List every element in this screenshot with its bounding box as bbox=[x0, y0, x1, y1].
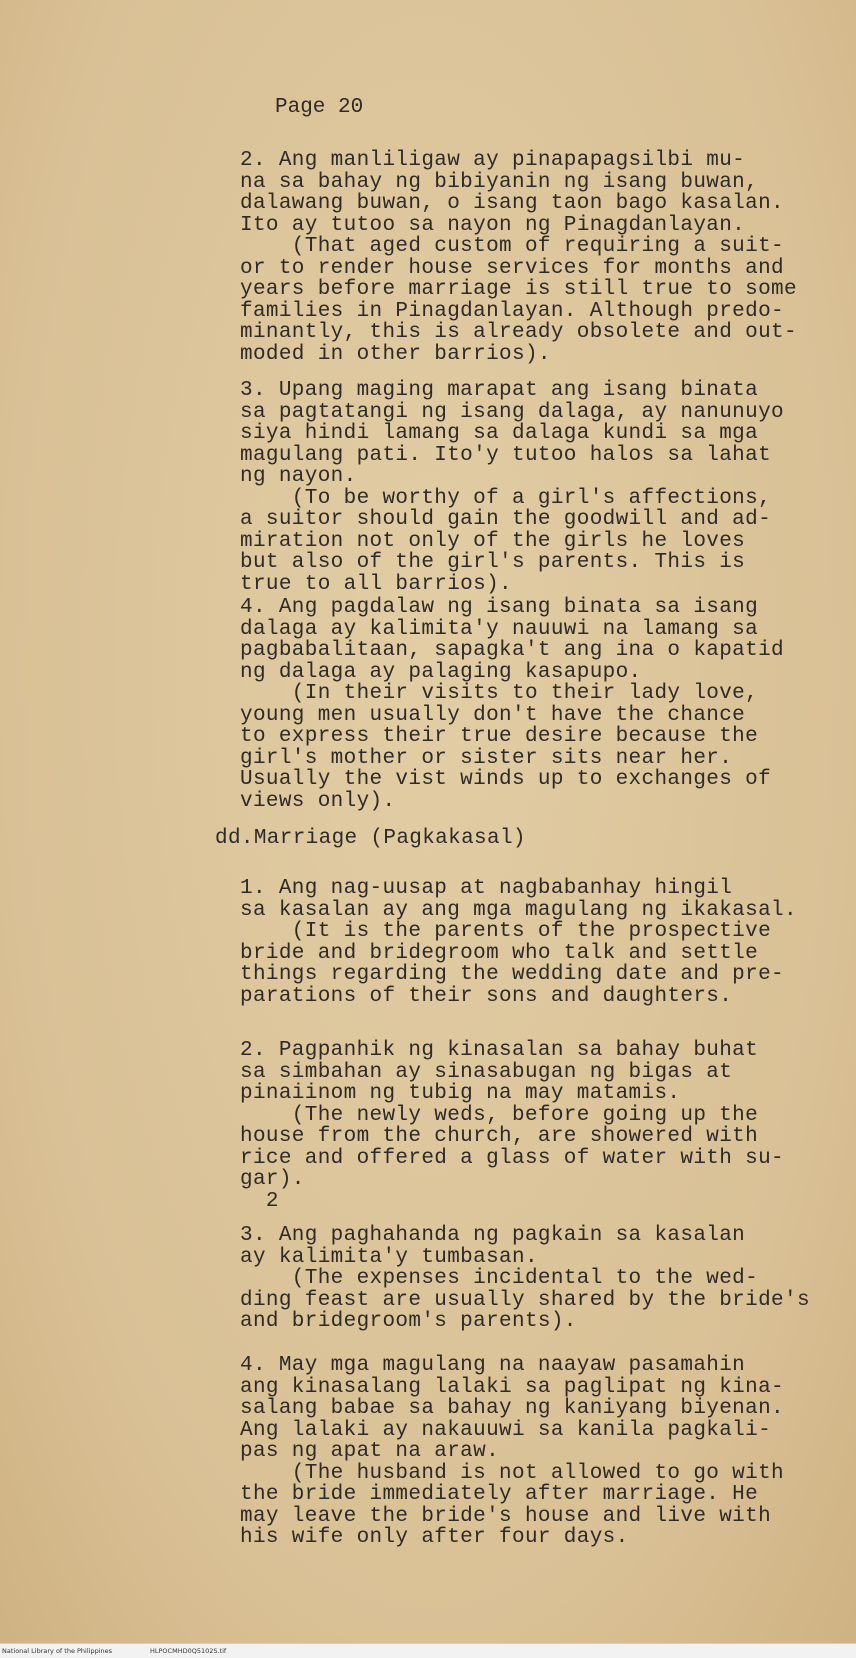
text-line: or to render house services for months and bbox=[240, 256, 784, 280]
section-marriage-1 bbox=[240, 878, 856, 1007]
section-heading-marriage bbox=[215, 828, 835, 850]
section-item-4 bbox=[240, 597, 856, 812]
text-line: 4. Ang pagdalaw ng isang binata sa isang bbox=[240, 596, 759, 619]
text-line: (The newly weds, before going up the bbox=[240, 1103, 759, 1127]
text-line: ang kinasalang lalaki sa paglipat ng kina- bbox=[240, 1375, 784, 1399]
footer-institution: National Library of the Philippines bbox=[2, 1647, 113, 1655]
text-line: Usually the vist winds up to exchanges of bbox=[240, 768, 772, 791]
text-line: pinaiinom ng tubig na may matamis. bbox=[240, 1082, 681, 1105]
text-line: (That aged custom of requiring a suit- bbox=[240, 235, 784, 258]
text-line: na sa bahay ng bibiyanin ng isang buwan, bbox=[240, 170, 759, 194]
text-line: 3. Ang paghahanda ng pagkain sa kasalan bbox=[240, 1224, 746, 1247]
text-line: ng dalaga ay palaging kasapupo. bbox=[240, 660, 642, 684]
text-line: dalaga ay kalimita'y nauuwi na lamang sa bbox=[240, 617, 759, 641]
text-line: dalawang buwan, o isang taon bago kasalan. bbox=[240, 192, 784, 215]
text-line: ay kalimita'y tumbasan. bbox=[240, 1245, 538, 1269]
text-line: (The husband is not allowed to go with bbox=[240, 1461, 784, 1485]
text-line: things regarding the wedding date and pre- bbox=[240, 963, 784, 986]
text-line: 1. Ang nag-uusap at nagbabanhay hingil bbox=[240, 877, 733, 900]
text-line: miration not only of the girls he loves bbox=[240, 529, 746, 553]
text-line: parations of their sons and daughters. bbox=[240, 984, 733, 1008]
text-line: ding feast are usually shared by the bride's bbox=[240, 1288, 810, 1312]
text-line: (It is the parents of the prospective bbox=[240, 920, 772, 943]
text-line: (In their visits to their lady love, bbox=[240, 682, 759, 705]
text-line: salang babae sa bahay ng kaniyang biyenan. bbox=[240, 1397, 784, 1420]
text-line: moded in other barrios). bbox=[240, 342, 551, 366]
text-line: (The expenses incidental to the wed- bbox=[240, 1267, 759, 1290]
text-line: 2. Ang manliligaw ay pinapapagsilbi mu- bbox=[240, 149, 746, 172]
page-number: Page 20 bbox=[275, 96, 364, 119]
text-line: ng nayon. bbox=[240, 465, 357, 488]
text-line: young men usually don't have the chance bbox=[240, 703, 746, 727]
text-line: (To be worthy of a girl's affections, bbox=[240, 486, 772, 510]
text-line: house from the church, are showered with bbox=[240, 1125, 759, 1148]
text-line: sa simbahan ay sinasabugan ng bigas at bbox=[240, 1060, 733, 1084]
section-marriage-3 bbox=[240, 1225, 856, 1333]
text-line: to express their true desire because the bbox=[240, 725, 759, 748]
text-line: the bride immediately after marriage. He bbox=[240, 1483, 759, 1506]
text-line: may leave the bride's house and live with bbox=[240, 1504, 772, 1528]
text-line: his wife only after four days. bbox=[240, 1526, 629, 1549]
document-body bbox=[215, 90, 825, 1549]
text-line: Ang lalaki ay nakauuwi sa kanila pagkali- bbox=[240, 1418, 772, 1442]
text-line: but also of the girl's parents. This is bbox=[240, 551, 746, 574]
text-line: 2. Pagpanhik ng kinasalan sa bahay buhat bbox=[240, 1039, 759, 1062]
text-line: and bridegroom's parents). bbox=[240, 1310, 577, 1333]
text-line: 3. Upang maging marapat ang isang binata bbox=[240, 379, 759, 402]
text-line: girl's mother or sister sits near her. bbox=[240, 746, 733, 770]
text-line: true to all barrios). bbox=[240, 572, 512, 596]
text-line: bride and bridegroom who talk and settle bbox=[240, 941, 759, 965]
text-line: pagbabalitaan, sapagka't ang ina o kapatid bbox=[240, 639, 784, 662]
text-line: years before marriage is still true to some bbox=[240, 278, 797, 301]
text-line: a suitor should gain the goodwill and ad- bbox=[240, 508, 772, 531]
text-line: rice and offered a glass of water with su- bbox=[240, 1146, 784, 1170]
text-line: sa pagtatangi ng isang dalaga, ay nanunuyo bbox=[240, 400, 784, 424]
section-marriage-2 bbox=[240, 1040, 856, 1212]
text-line: 2 bbox=[240, 1189, 279, 1213]
section-marriage-4 bbox=[240, 1355, 856, 1549]
footer-file-id: HLPOCMHD0Q5102S.tif bbox=[150, 1647, 227, 1655]
section-item-3 bbox=[240, 380, 856, 595]
scan-footer bbox=[0, 1643, 856, 1658]
text-line: sa kasalan ay ang mga magulang ng ikakasal. bbox=[240, 898, 797, 922]
text-line: dd.Marriage (Pagkakasal) bbox=[215, 827, 526, 850]
text-line: magulang pati. Ito'y tutoo halos sa lahat bbox=[240, 443, 772, 467]
text-line: siya hindi lamang sa dalaga kundi sa mga bbox=[240, 422, 759, 445]
section-item-2 bbox=[240, 150, 856, 365]
text-line: 4. May mga magulang na naayaw pasamahin bbox=[240, 1354, 746, 1377]
text-line: pas ng apat na araw. bbox=[240, 1440, 500, 1463]
text-line: Ito ay tutoo sa nayon ng Pinagdanlayan. bbox=[240, 213, 746, 237]
text-line: families in Pinagdanlayan. Although predo- bbox=[240, 299, 784, 323]
text-line: gar). bbox=[240, 1168, 305, 1191]
text-line: minantly, this is already obsolete and out- bbox=[240, 321, 797, 344]
text-line: views only). bbox=[240, 789, 396, 813]
